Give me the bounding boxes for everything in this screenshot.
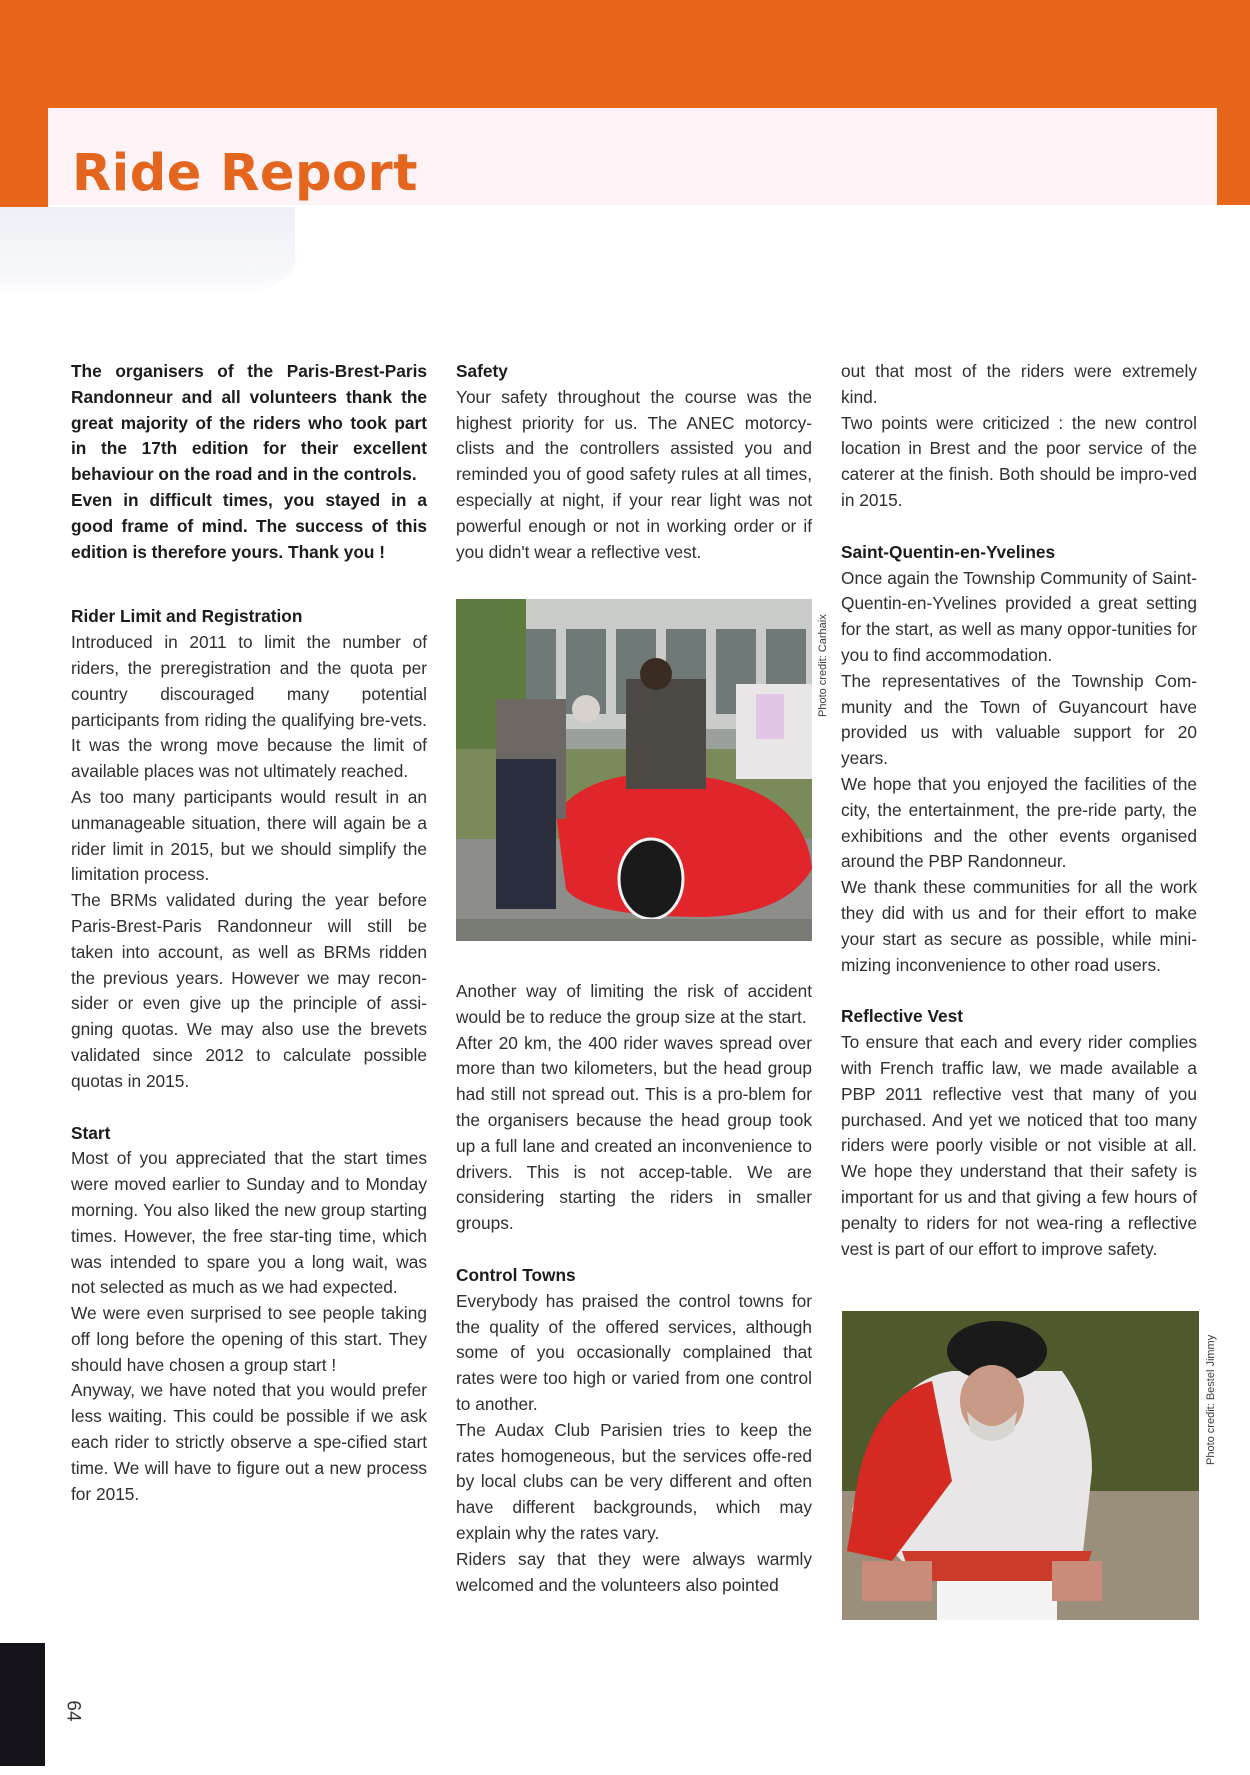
photo-velomobile xyxy=(456,599,812,941)
column-1 xyxy=(71,359,427,1507)
column-3 xyxy=(841,359,1197,1262)
page-tab xyxy=(0,1643,45,1766)
photo-credit-bestel-jimmy: Photo credit: Bestel Jimmy xyxy=(1205,1334,1217,1465)
header-orange-left-strip xyxy=(0,108,48,207)
column-2-middle xyxy=(456,979,812,1598)
section-heading-rider-limit: Rider Limit and Registration xyxy=(71,606,303,627)
section-heading-safety: Safety xyxy=(456,361,508,381)
body-paragraph: Anyway, we have noted that you would prefer less waiting. This could be possible if we ask each rider to strictly observe a spe-cified start time. We will have to figure out a new process for 2015. xyxy=(71,1380,427,1504)
body-paragraph: We were even surprised to see people taking off long before the opening of this start. They should have chosen a group start ! xyxy=(71,1303,427,1375)
section-heading-start: Start xyxy=(71,1122,111,1143)
page-title: Ride Report xyxy=(72,144,419,203)
header-orange-band xyxy=(0,0,1250,108)
cyclist-photo-illustration xyxy=(842,1311,1199,1620)
body-paragraph: After 20 km, the 400 rider waves spread over more than two kilometers, but the head group had still not spread out. This is a pro-blem for the organisers because the head group took up a full lane and created an inconvenience to drivers. This is not accep-table. We are considering starting the riders in smaller groups. xyxy=(456,1032,812,1234)
body-paragraph: We thank these communities for all the work they did with us and for their effort to make your start as secure as possible, while mini-mizing inconvenience to other road users. xyxy=(841,877,1197,975)
body-paragraph: Once again the Township Community of Saint-Quentin-en-Yvelines provided a great setting for the start, as well as many oppor-tunities for you to find accommodation. xyxy=(841,567,1197,665)
body-paragraph: As too many participants would result in an unmanageable situation, there will again be a rider limit in 2015, but we should simplify the limitation process. xyxy=(71,786,427,885)
body-paragraph: The BRMs validated during the year before Paris-Brest-Paris Randonneur will still be taken into account, as well as BRMs ridden the previous years. However we may recon-sider or even give up the principle of assi-gning quotas. We may also use the brevets validated since 2012 to calculate possible quotas in 2015. xyxy=(71,890,427,1091)
body-paragraph: Riders say that they were always warmly welcomed and the volunteers also pointed xyxy=(456,1548,812,1595)
section-heading-reflective-vest: Reflective Vest xyxy=(841,1006,963,1027)
decorative-fade xyxy=(0,207,295,302)
body-paragraph: The Audax Club Parisien tries to keep the rates homogeneous, but the services offe-red by local clubs can be very different and often have different backgrounds, which may explain why the rates vary. xyxy=(456,1419,812,1543)
body-paragraph: Another way of limiting the risk of accident would be to reduce the group size at the start. xyxy=(456,981,812,1027)
body-paragraph: The representatives of the Township Com-munity and the Town of Guyancourt have provided us with valuable support for 20 years. xyxy=(841,670,1197,769)
body-paragraph: Introduced in 2011 to limit the number of riders, the preregistration and the quota per country discouraged many potential participants from riding the qualifying bre-vets. It was the wrong move because the limit of available places was not ultimately reached. xyxy=(71,632,427,782)
body-paragraph: Your safety throughout the course was the highest priority for us. The ANEC motorcy-clists and the controllers assisted you and reminded you of good safety rules at all times, especially at night, if your rear light was not powerful enough or not in working order or if you didn't wear a reflective vest. xyxy=(456,386,812,562)
intro-paragraph: The organisers of the Paris-Brest-Paris Randonneur and all volunteers thank the great majority of the riders who took part in the 17th edition for their excellent behaviour on the road and in the controls. xyxy=(71,361,427,485)
body-paragraph: Everybody has praised the control towns for the quality of the offered services, although some of you occasionally complained that rates were too high or varied from one control to another. xyxy=(456,1290,812,1414)
section-heading-saint-quentin: Saint-Quentin-en-Yvelines xyxy=(841,541,1056,562)
body-paragraph: out that most of the riders were extremely kind. xyxy=(841,361,1197,407)
body-paragraph: We hope that you enjoyed the facilities of the city, the entertainment, the pre-ride party, the exhibitions and the other events organised around the PBP Randonneur. xyxy=(841,773,1197,872)
body-paragraph: To ensure that each and every rider complies with French traffic law, we made available a PBP 2011 reflective vest that many of you purchased. And yet we noticed that too many riders were poorly visible or not visible at all. We hope they understand that their safety is important for us and that giving a few hours of penalty to riders for not wea-ring a reflective vest is part of our effort to improve safety. xyxy=(841,1032,1197,1259)
body-paragraph: Most of you appreciated that the start times were moved earlier to Sunday and to Monday morning. You also liked the new group starting times. However, the free star-ting time, which was intended to spare you a long wait, was not selected as much as we had expected. xyxy=(71,1148,427,1298)
header-orange-right-strip xyxy=(1217,108,1250,205)
photo-cyclist xyxy=(842,1311,1199,1620)
velomobile-photo-illustration xyxy=(456,599,812,941)
section-heading-control-towns: Control Towns xyxy=(456,1264,576,1285)
intro-paragraph: Even in difficult times, you stayed in a good frame of mind. The success of this edition is therefore yours. Thank you ! xyxy=(71,489,427,562)
photo-credit-carhaix: Photo credit: Carhaix xyxy=(817,614,829,717)
column-2-top xyxy=(456,359,812,565)
page-number: 64 xyxy=(62,1700,84,1722)
body-paragraph: Two points were criticized : the new control location in Brest and the poor service of the caterer at the finish. Both should be impro-ved in 2015. xyxy=(841,412,1197,510)
